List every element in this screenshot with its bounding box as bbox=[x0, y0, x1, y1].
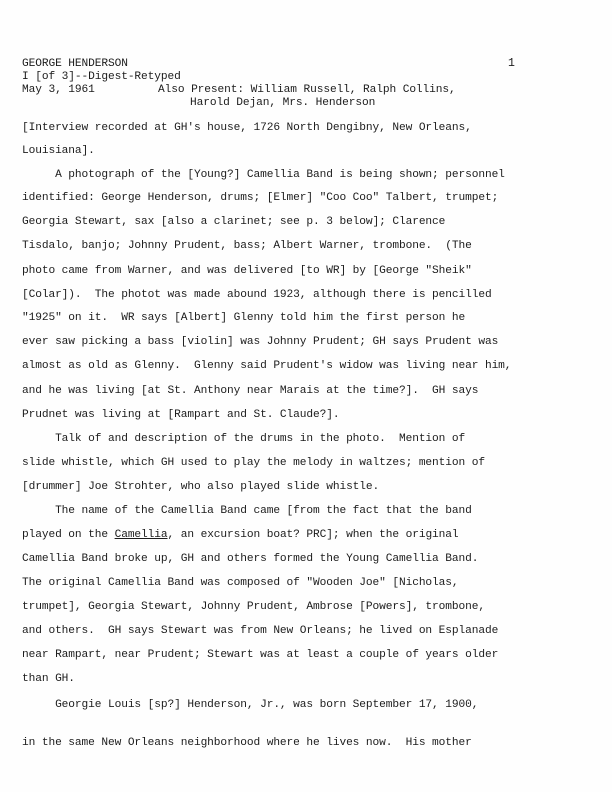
body-line: Louisiana]. bbox=[22, 145, 95, 157]
body-line: [Interview recorded at GH's house, 1726 North Dengibny, New Orleans, bbox=[22, 122, 472, 134]
body-text: played on the bbox=[22, 529, 115, 541]
body-line: The original Camellia Band was composed of "Wooden Joe" [Nicholas, bbox=[22, 577, 459, 589]
body-line bbox=[22, 528, 459, 542]
body-line: and others. GH says Stewart was from New Orleans; he lived on Esplanade bbox=[22, 625, 499, 637]
body-line: slide whistle, which GH used to play the melody in waltzes; mention of bbox=[22, 457, 485, 469]
body-line: Tisdalo, banjo; Johnny Prudent, bass; Albert Warner, trombone. (The bbox=[22, 240, 472, 252]
body-text: , an excursion boat? PRC]; when the original bbox=[167, 529, 459, 541]
body-line: Georgie Louis [sp?] Henderson, Jr., was born September 17, 1900, bbox=[22, 699, 479, 711]
body-line: [Colar]). The photot was made abound 1923, although there is pencilled bbox=[22, 289, 492, 301]
header-date: May 3, 1961 bbox=[22, 84, 95, 96]
body-line: ever saw picking a bass [violin] was Johnny Prudent; GH says Prudent was bbox=[22, 336, 499, 348]
body-line: in the same New Orleans neighborhood where he lives now. His mother bbox=[22, 737, 472, 749]
body-line: "1925" on it. WR says [Albert] Glenny told him the first person he bbox=[22, 312, 466, 324]
body-line: trumpet], Georgia Stewart, Johnny Prudent, Ambrose [Powers], trombone, bbox=[22, 601, 485, 613]
header-also-present: Also Present: William Russell, Ralph Collins, bbox=[158, 84, 456, 96]
page-number: 1 bbox=[508, 57, 515, 70]
body-line: [drummer] Joe Strohter, who also played slide whistle. bbox=[22, 481, 380, 493]
boat-name-underlined: Camellia bbox=[114, 529, 168, 541]
header-name: GEORGE HENDERSON bbox=[22, 58, 128, 70]
body-line: and he was living [at St. Anthony near Marais at the time?]. GH says bbox=[22, 385, 479, 397]
body-line: Georgia Stewart, sax [also a clarinet; see p. 3 below]; Clarence bbox=[22, 216, 446, 228]
body-line: Camellia Band broke up, GH and others formed the Young Camellia Band. bbox=[22, 553, 479, 565]
body-line: The name of the Camellia Band came [from the fact that the band bbox=[22, 505, 472, 517]
body-line: identified: George Henderson, drums; [Elmer] "Coo Coo" Talbert, trumpet; bbox=[22, 192, 499, 204]
header-also-present-continued: Harold Dejan, Mrs. Henderson bbox=[190, 97, 376, 109]
body-line: than GH. bbox=[22, 673, 75, 685]
body-line: Talk of and description of the drums in the photo. Mention of bbox=[22, 433, 466, 445]
body-line: A photograph of the [Young?] Camellia Band is being shown; personnel bbox=[22, 169, 505, 181]
body-line: photo came from Warner, and was delivered [to WR] by [George "Sheik" bbox=[22, 265, 472, 277]
body-line: near Rampart, near Prudent; Stewart was at least a couple of years older bbox=[22, 649, 499, 661]
body-line: Prudnet was living at [Rampart and St. Claude?]. bbox=[22, 409, 340, 421]
body-line: almost as old as Glenny. Glenny said Prudent's widow was living near him, bbox=[22, 360, 512, 372]
header-reel: I [of 3]--Digest-Retyped bbox=[22, 71, 181, 83]
